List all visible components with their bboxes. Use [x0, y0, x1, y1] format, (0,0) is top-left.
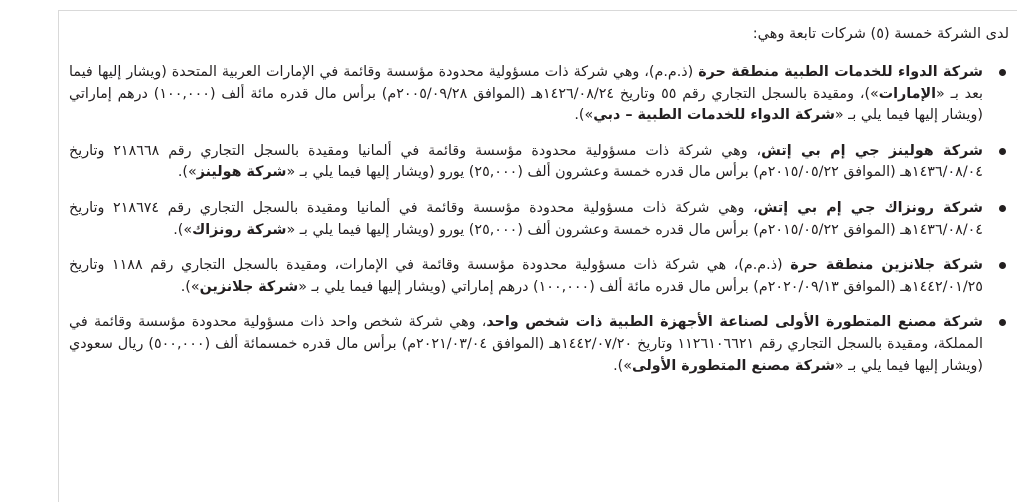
bullet-icon [999, 69, 1006, 76]
company-name: شركة الدواء للخدمات الطبية منطقة حرة [698, 64, 983, 80]
item-text: ، وهي شركة ذات مسؤولية محدودة مؤسسة وقائمة في ألمانيا ومقيدة بالسجل التجاري رقم ٢١٨٦٦٨ وتاريخ ١٤٣٦/٠٨/٠٤هـ (الموافق ٢٠١٥/٠٥/٢٢م) برأس مال قدره خمسة وعشرون ألف (٢٥,٠٠٠) يورو (ويشار إليها فيما يلي بـ « [69, 142, 983, 181]
list-item [69, 255, 1009, 298]
subsidiaries-list [69, 62, 1009, 391]
company-name: شركة رونزاك جي إم بي إتش [757, 199, 983, 216]
item-text: ، وهي شركة شخص واحد ذات مسؤولية محدودة مؤسسة وقائمة في المملكة، ومقيدة بالسجل التجاري رقم ١١٢٦١٠٦٦٢١ وتاريخ ١٤٤٢/٠٧/٢٠هـ (الموافق ٢٠٢١/٠٣/٠٤م) برأس مال قدره خمسمائة ألف (٥٠٠,٠٠٠) ريال سعودي (ويشار إليها فيما يلي بـ « [69, 314, 983, 374]
list-item [69, 141, 1009, 184]
list-item [69, 198, 1009, 241]
defined-term: شركة رونزاك [192, 221, 287, 238]
item-text: (ذ.م.م)، هي شركة ذات مسؤولية محدودة مؤسسة وقائمة في الإمارات، ومقيدة بالسجل التجاري رقم ١١٨٨ وتاريخ ١٤٤٢/٠١/٢٥هـ (الموافق ٢٠٢٠/٠٩/١٣م) برأس مال قدره مائة ألف (١٠٠,٠٠٠) درهم إماراتي (ويشار إليها فيما يلي بـ « [69, 257, 983, 295]
item-text: »). [574, 107, 594, 124]
list-item [69, 312, 1009, 377]
bullet-icon [999, 262, 1006, 269]
bullet-icon [999, 319, 1006, 326]
company-name: شركة جلانزين منطقة حرة [790, 257, 983, 274]
defined-term: الإمارات [878, 85, 937, 102]
defined-term: شركة مصنع المتطورة الأولى [631, 357, 835, 374]
item-text: ، وهي شركة ذات مسؤولية محدودة مؤسسة وقائمة في ألمانيا ومقيدة بالسجل التجاري رقم ٢١٨٦٧٤ وتاريخ ١٤٣٦/٠٨/٠٤هـ (الموافق ٢٠١٥/٠٥/٢٢م) برأس مال قدره خمسة وعشرون ألف (٢٥,٠٠٠) يورو (ويشار إليها فيما يلي بـ « [69, 199, 983, 238]
frame-left-border [58, 10, 59, 502]
bullet-icon [999, 205, 1006, 212]
bullet-icon [999, 148, 1006, 155]
defined-term: شركة هولينز [196, 164, 287, 181]
item-text: »). [180, 278, 200, 295]
list-item [69, 62, 1009, 127]
company-name: شركة هولينز جي إم بي إتش [761, 142, 983, 159]
defined-term: شركة جلانزين [199, 278, 299, 295]
company-name: شركة مصنع المتطورة الأولى لصناعة الأجهزة الطبية ذات شخص واحد [486, 314, 983, 331]
defined-term: شركة الدواء للخدمات الطبية – دبي [593, 107, 835, 124]
item-text: »). [613, 357, 632, 374]
item-text: »)، ومقيدة بالسجل التجاري رقم ٥٥ وتاريخ ١٤٢٦/٠٨/٢٤هـ (الموافق ٢٠٠٥/٠٩/٢٨م) برأس مال قدره مائة ألف (١٠٠,٠٠٠) درهم إماراتي (ويشار إليها فيما يلي بـ « [69, 85, 983, 124]
item-text: »). [177, 164, 197, 181]
intro-text: لدى الشركة خمسة (٥) شركات تابعة وهي: [752, 26, 1009, 42]
item-text: (ذ.م.م)، وهي شركة ذات مسؤولية محدودة مؤسسة وقائمة في الإمارات العربية المتحدة (ويشار إليها فيما بعد بـ « [69, 64, 984, 102]
frame-top-border [58, 10, 1017, 11]
item-text: »). [173, 221, 193, 238]
